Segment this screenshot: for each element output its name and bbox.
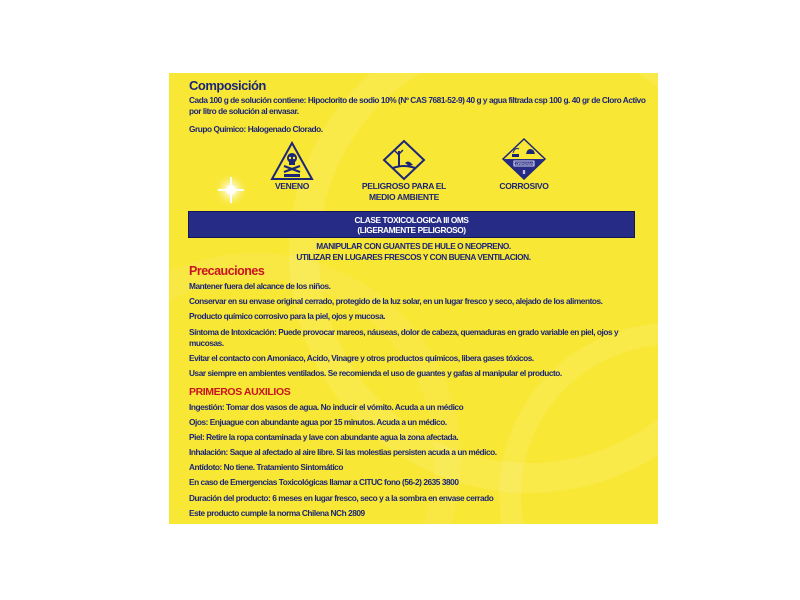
pictogram-corrosive bbox=[484, 137, 564, 192]
handling-line: MANIPULAR CON GUANTES DE HULE O NEOPRENO. bbox=[316, 241, 511, 251]
precaution-item: Conservar en su envase original cerrado, protegido de la luz solar, en un lugar fresco y seco, alejado de los alimentos. bbox=[189, 296, 603, 307]
first-aid-item: Ingestión: Tomar dos vasos de agua. No inducir el vómito. Acuda a un médico bbox=[189, 402, 464, 412]
precaution-item: Síntoma de Intoxicación: Puede provocar mareos, náuseas, dolor de cabeza, quemaduras en grado variable en piel, ojos y mucosas. bbox=[189, 326, 619, 348]
toxicology-class-note: (LIGERAMENTE PELIGROSO) bbox=[357, 225, 466, 235]
pictogram-label: PELIGROSO PARA EL bbox=[361, 181, 447, 191]
pictogram-label: VENENO bbox=[274, 181, 310, 191]
handling-instructions bbox=[169, 241, 658, 263]
first-aid-item: Duración del producto: 6 meses en lugar fresco, seco y a la sombra en envase cerrado bbox=[189, 492, 494, 503]
first-aid-heading: PRIMEROS AUXILIOS bbox=[189, 386, 291, 398]
precaution-item: Mantener fuera del alcance de los niños. bbox=[189, 281, 331, 291]
composition-text: Cada 100 g de solución contiene: Hipoclorito de sodio 10% (Nº CAS 7681-52-9) 40 g y agua filtrada csp 100 g. 40 gr de Cloro Activo por litro de solución al envasar. bbox=[189, 95, 646, 116]
skull-crossbones-icon bbox=[270, 141, 314, 181]
first-aid-item: En caso de Emergencias Toxicológicas llamar a CITUC fono (56-2) 2635 3800 bbox=[189, 477, 459, 488]
pictogram-label: CORROSIVO bbox=[499, 181, 549, 191]
svg-text:8: 8 bbox=[522, 170, 526, 176]
composition-heading: Composición bbox=[189, 78, 266, 93]
precaution-item: Usar siempre en ambientes ventilados. Se recomienda el uso de guantes y gafas al manipular el producto. bbox=[189, 367, 562, 378]
first-aid-item: Piel: Retire la ropa contaminada y lave con abundante agua la zona afectada. bbox=[189, 432, 459, 443]
pictogram-label: MEDIO AMBIENTE bbox=[368, 192, 440, 202]
hazard-pictograms bbox=[169, 141, 658, 213]
first-aid-item: Ojos: Enjuague con abundante agua por 15 minutos. Acuda a un médico. bbox=[189, 417, 447, 428]
pictogram-environment bbox=[349, 139, 459, 203]
chemical-group-text: Grupo Químico: Halogenado Clorado. bbox=[189, 124, 323, 134]
product-label-panel bbox=[169, 73, 658, 524]
precautions-list bbox=[189, 281, 649, 383]
precaution-item: Producto químico corrosivo para la piel, ojos y mucosa. bbox=[189, 311, 386, 322]
first-aid-item: Este producto cumple la norma Chilena NCh 2809 bbox=[189, 507, 365, 518]
first-aid-list bbox=[189, 402, 649, 523]
first-aid-item: Inhalación: Saque al afectado al aire libre. Si las molestias persisten acuda a un médico. bbox=[189, 447, 497, 458]
toxicology-class-banner bbox=[188, 211, 635, 238]
first-aid-item: Antídoto: No tiene. Tratamiento Sintomático bbox=[189, 462, 343, 473]
environment-hazard-icon bbox=[382, 139, 426, 181]
precautions-heading: Precauciones bbox=[189, 264, 265, 278]
corrosive-icon bbox=[501, 137, 547, 181]
toxicology-class: CLASE TOXICOLOGICA III OMS bbox=[354, 215, 469, 225]
pictogram-poison bbox=[247, 141, 337, 192]
handling-line: UTILIZAR EN LUGARES FRESCOS Y CON BUENA VENTILACION. bbox=[296, 252, 531, 262]
precaution-item: Evitar el contacto con Amoniaco, Acido, Vinagre y otros productos químicos, libera gases tóxicos. bbox=[189, 352, 534, 363]
svg-text:CORROSIVO: CORROSIVO bbox=[513, 162, 535, 166]
